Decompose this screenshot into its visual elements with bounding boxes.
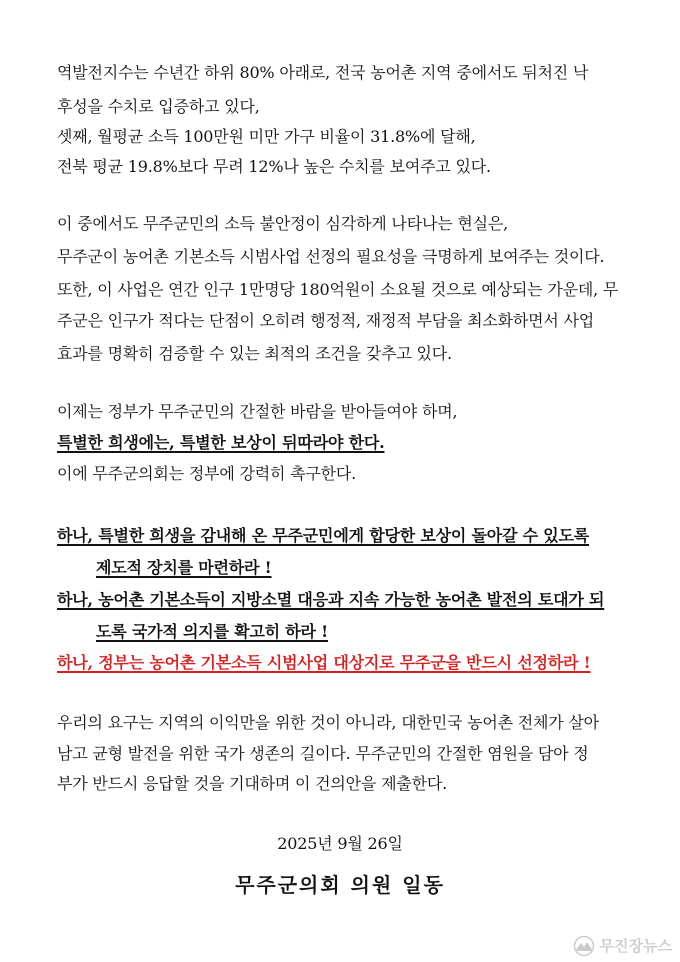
paragraph2-line: 주군은 인구가 적다는 단점이 오히려 행정적, 재정적 부담을 최소화하면서 사업	[57, 311, 595, 330]
watermark-text: 무진장뉴스	[599, 937, 672, 955]
paragraph3-line: 이에 무주군의회는 정부에 강력히 촉구한다.	[57, 464, 357, 483]
signature: 무주군의회 의원 일동	[235, 873, 445, 897]
mountain-logo-icon	[572, 936, 596, 956]
paragraph4-line: 우리의 요구는 지역의 이익만을 위한 것이 아니라, 대한민국 농어촌 전체가 살아	[57, 713, 599, 732]
demand-3: 하나, 정부는 농어촌 기본소득 시범사업 대상지로 무주군을 반드시 선정하라 !	[57, 653, 591, 672]
paragraph4-line: 부가 반드시 응답할 것을 기대하며 이 건의안을 제출한다.	[57, 774, 447, 793]
paragraph1-line: 셋째, 월평균 소득 100만원 미만 가구 비율이 31.8%에 달해,	[57, 127, 476, 146]
paragraph2-line: 무주군이 농어촌 기본소득 시범사업 선정의 필요성을 극명하게 보여주는 것이다.	[57, 247, 605, 266]
demand-1-line-1: 하나, 특별한 희생을 감내해 온 무주군민에게 합당한 보상이 돌아갈 수 있도록	[57, 526, 590, 545]
demand-2-line-2: 도록 국가적 의지를 확고히 하라 !	[96, 622, 329, 641]
paragraph3-line: 이제는 정부가 무주군민의 간절한 바람을 받아들여야 하며,	[57, 402, 458, 421]
emphasis-statement: 특별한 희생에는, 특별한 보상이 뒤따라야 한다.	[57, 433, 385, 452]
document-date: 2025년 9월 26일	[277, 834, 403, 853]
paragraph2-line: 이 중에서도 무주군민의 소득 불안정이 심각하게 나타나는 현실은,	[57, 214, 509, 233]
demand-2-line-1: 하나, 농어촌 기본소득이 지방소멸 대응과 지속 가능한 농어촌 발전의 토대가 되	[57, 590, 605, 609]
paragraph1-line: 역발전지수는 수년간 하위 80% 아래로, 전국 농어촌 지역 중에서도 뒤처진 낙	[57, 63, 589, 82]
paragraph1-line: 전북 평균 19.8%보다 무려 12%나 높은 수치를 보여주고 있다.	[57, 157, 491, 176]
demand-1-line-2: 제도적 장치를 마련하라 !	[96, 558, 272, 577]
paragraph4-line: 남고 균형 발전을 위한 국가 생존의 길이다. 무주군민의 간절한 염원을 담아 정	[57, 744, 589, 763]
paragraph1-line: 후성을 수치로 입증하고 있다,	[57, 97, 260, 116]
paragraph2-line: 또한, 이 사업은 연간 인구 1만명당 180억원이 소요될 것으로 예상되는 가운데, 무	[57, 280, 619, 299]
watermark	[572, 935, 672, 956]
paragraph2-line: 효과를 명확히 검증할 수 있는 최적의 조건을 갖추고 있다.	[57, 344, 452, 363]
